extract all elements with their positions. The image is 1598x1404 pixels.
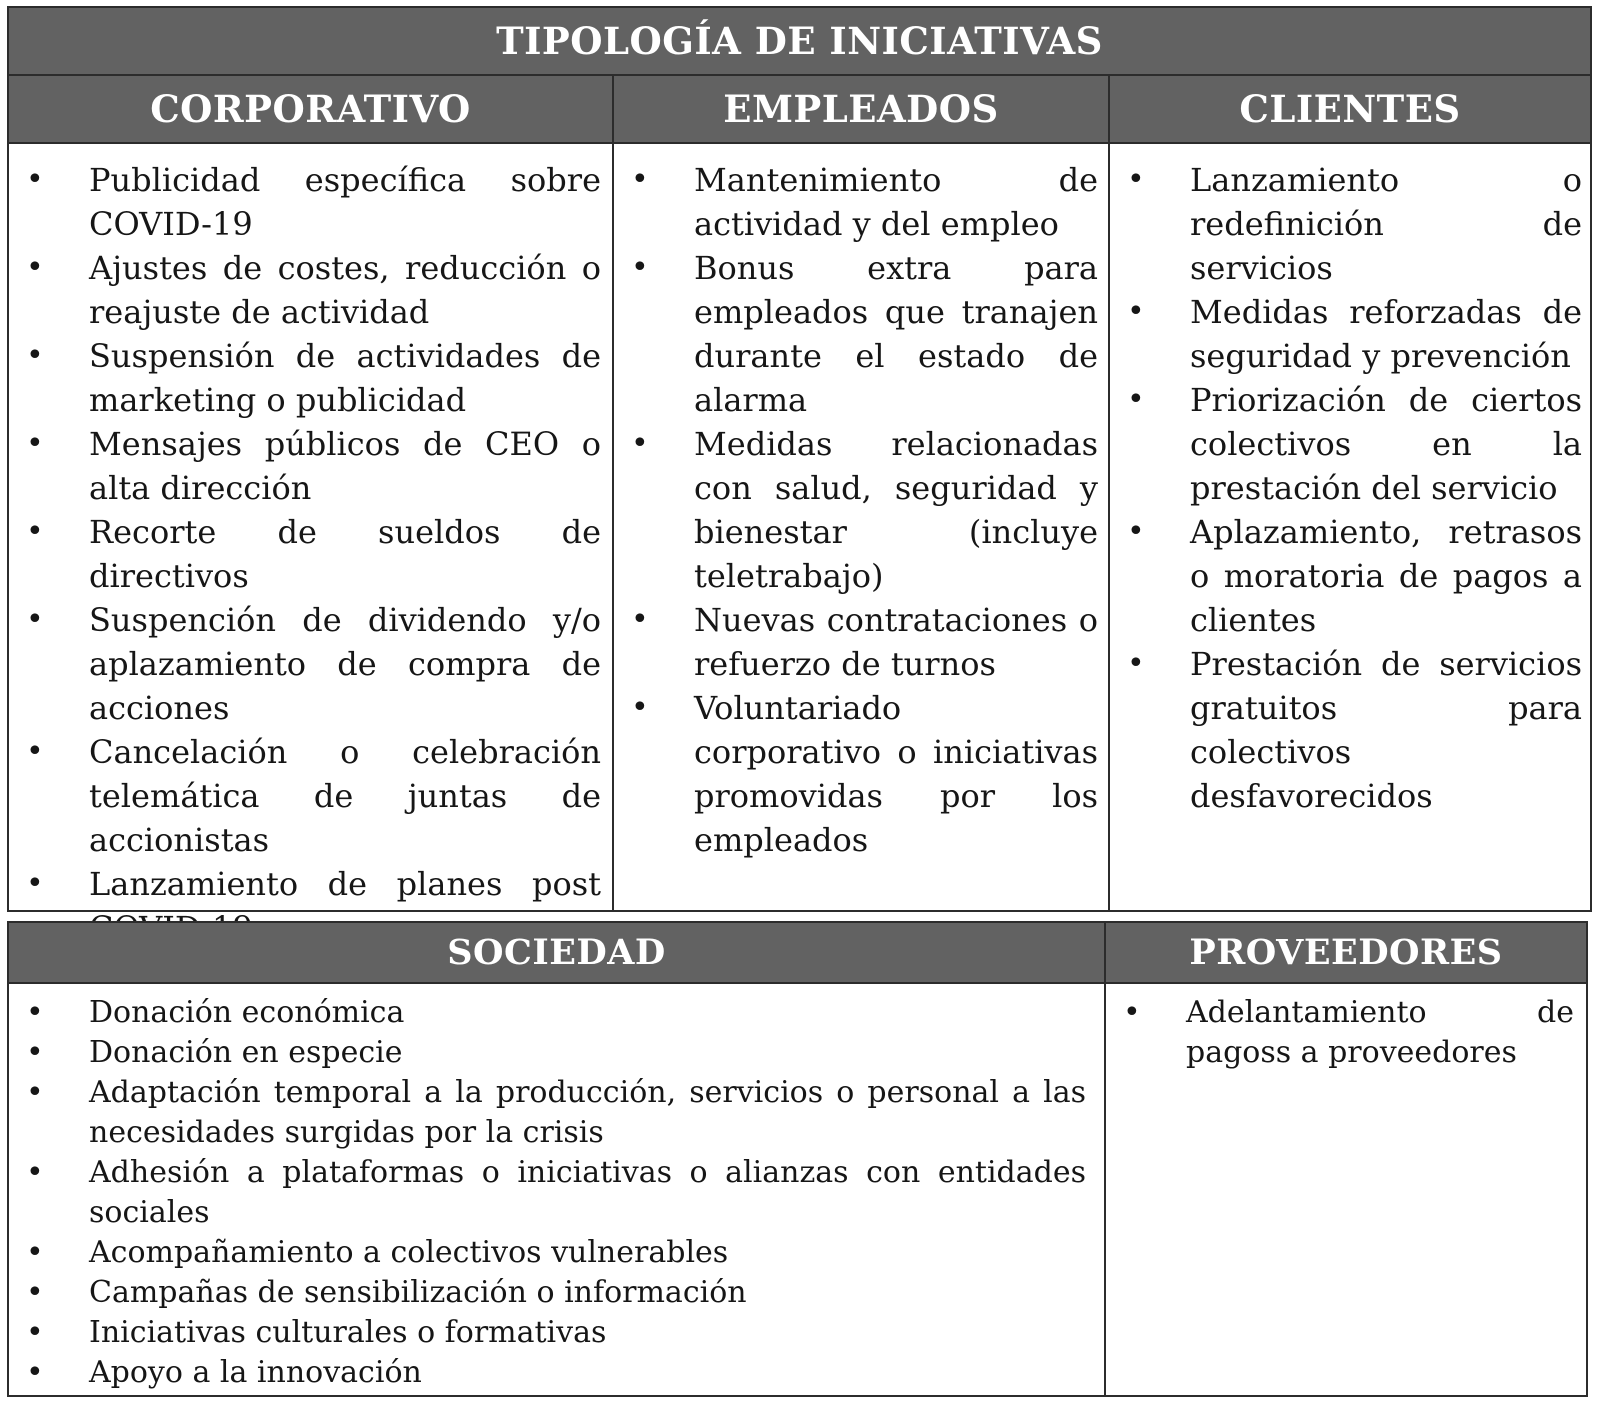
list-item xyxy=(11,334,601,422)
list-item-text: Medidas reforzadas de seguridad y prevención xyxy=(1190,293,1582,375)
bullet-icon: • xyxy=(631,162,649,197)
bullet-icon: • xyxy=(26,995,44,1030)
bullet-icon: • xyxy=(631,250,649,285)
bullet-icon: • xyxy=(26,250,44,285)
bullet-icon: • xyxy=(26,1275,44,1310)
list-item-text: Donación en especie xyxy=(89,1035,403,1070)
bullet-icon: • xyxy=(631,690,649,725)
bullet-icon: • xyxy=(26,1155,44,1190)
list-item xyxy=(11,510,601,598)
list-empleados xyxy=(616,158,1098,862)
list-item-text: Voluntariado corporativo o iniciativas promovidas por los empleados xyxy=(694,689,1098,859)
bullet-icon: • xyxy=(631,602,649,637)
bullet-icon: • xyxy=(26,1235,44,1270)
list-item xyxy=(11,993,1086,1033)
table-title: TIPOLOGÍA DE INICIATIVAS xyxy=(9,8,1590,76)
list-item-text: Adhesión a plataformas o iniciativas o alianzas con entidades sociales xyxy=(89,1155,1086,1230)
bullet-icon: • xyxy=(26,1075,44,1110)
bullet-icon: • xyxy=(1127,294,1145,329)
bullet-icon: • xyxy=(26,514,44,549)
header-empleados: EMPLEADOS xyxy=(614,76,1110,144)
list-item xyxy=(1112,642,1582,818)
list-proveedores xyxy=(1108,993,1574,1073)
list-item xyxy=(616,598,1098,686)
bullet-icon: • xyxy=(26,426,44,461)
list-sociedad xyxy=(11,993,1086,1393)
bullet-icon: • xyxy=(26,162,44,197)
header-proveedores: PROVEEDORES xyxy=(1106,923,1586,984)
list-item-text: Cancelación o celebración telemática de juntas de accionistas xyxy=(89,733,601,859)
bullet-icon: • xyxy=(26,1035,44,1070)
list-item-text: Lanzamiento de planes post xyxy=(89,865,601,903)
bullet-icon: • xyxy=(1127,162,1145,197)
header-corporativo: CORPORATIVO xyxy=(9,76,614,144)
list-item xyxy=(11,1313,1086,1353)
list-item xyxy=(11,1153,1086,1233)
list-item xyxy=(11,598,601,730)
list-corporativo xyxy=(11,158,601,950)
bullet-icon: • xyxy=(26,1355,44,1390)
list-item-text: Campañas de sensibilización o información xyxy=(89,1275,747,1310)
list-item-text: Iniciativas culturales o formativas xyxy=(89,1315,607,1350)
column-divider xyxy=(1108,144,1110,910)
list-item-text: Apoyo a la innovación xyxy=(89,1355,422,1390)
list-item xyxy=(11,1233,1086,1273)
list-item xyxy=(11,730,601,862)
list-item-text: Acompañamiento a colectivos vulnerables xyxy=(89,1235,729,1270)
list-item-text: Adelantamiento de pagoss a proveedores xyxy=(1186,995,1574,1070)
header-clientes: CLIENTES xyxy=(1110,76,1590,144)
list-item-text: Donación económica xyxy=(89,995,405,1030)
list-item xyxy=(11,1033,1086,1073)
bullet-icon: • xyxy=(26,734,44,769)
list-item-text: Ajustes de costes, reducción o reajuste de actividad xyxy=(89,249,601,331)
header-sociedad: SOCIEDAD xyxy=(9,923,1106,984)
list-item xyxy=(11,1273,1086,1313)
list-item-text: Mensajes públicos de CEO o alta dirección xyxy=(89,425,601,507)
list-item-text: Mantenimiento de actividad y del empleo xyxy=(694,161,1098,243)
list-item-text: Prestación de servicios gratuitos para colectivos desfavorecidos xyxy=(1190,645,1582,815)
list-item-text: Bonus extra para empleados que tranajen durante el estado de alarma xyxy=(694,249,1098,419)
bullet-icon: • xyxy=(1123,995,1141,1030)
list-item-text: Nuevas contrataciones o refuerzo de turnos xyxy=(694,601,1098,683)
bullet-icon: • xyxy=(1127,646,1145,681)
list-item xyxy=(616,686,1098,862)
list-item-text: Priorización de ciertos colectivos en la prestación del servicio xyxy=(1190,381,1582,507)
list-item-text: Recorte de sueldos de directivos xyxy=(89,513,601,595)
list-item-text: Suspensión de actividades de marketing o publicidad xyxy=(89,337,601,419)
list-item xyxy=(11,1073,1086,1153)
list-item xyxy=(616,422,1098,598)
list-item xyxy=(11,158,601,246)
list-item-text: Medidas relacionadas con salud, seguridad y bienestar (incluye teletrabajo) xyxy=(694,425,1098,595)
column-divider xyxy=(1104,984,1106,1395)
list-item xyxy=(1112,378,1582,510)
bullet-icon: • xyxy=(1127,382,1145,417)
initiatives-table-bottom xyxy=(7,921,1588,1397)
bullet-icon: • xyxy=(26,1315,44,1350)
list-item xyxy=(1108,993,1574,1073)
bullet-icon: • xyxy=(26,602,44,637)
list-item-text: Adaptación temporal a la producción, servicios o personal a las necesidades surgidas por la crisis xyxy=(89,1075,1086,1150)
list-item xyxy=(1112,290,1582,378)
bullet-icon: • xyxy=(631,426,649,461)
list-item xyxy=(1112,158,1582,290)
list-item-text: Publicidad específica sobre COVID-19 xyxy=(89,161,601,243)
initiatives-table-top xyxy=(7,6,1592,912)
bullet-icon: • xyxy=(26,338,44,373)
list-item-text: Suspención de dividendo y/o aplazamiento de compra de acciones xyxy=(89,601,601,727)
list-item-text: Aplazamiento, retrasos o moratoria de pagos a clientes xyxy=(1190,513,1582,639)
list-item xyxy=(11,246,601,334)
list-item-text: Lanzamiento o redefinición de servicios xyxy=(1190,161,1582,287)
list-clientes xyxy=(1112,158,1582,818)
column-divider xyxy=(612,144,614,910)
list-item xyxy=(616,246,1098,422)
list-item xyxy=(11,1353,1086,1393)
bullet-icon: • xyxy=(26,866,44,901)
bullet-icon: • xyxy=(1127,514,1145,549)
list-item xyxy=(1112,510,1582,642)
list-item xyxy=(616,158,1098,246)
list-item xyxy=(11,422,601,510)
